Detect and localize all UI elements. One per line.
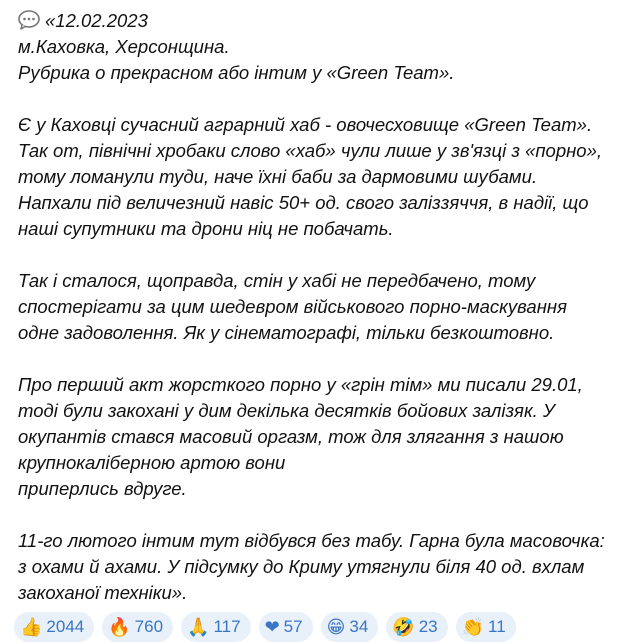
- message-line-text: Напхали під величезний навіс 50+ од. свого заліззяччя, в надії, що: [18, 192, 589, 213]
- message-line: [18, 216, 630, 242]
- grinning-face-icon: 😁: [326, 616, 346, 637]
- message-line-text: Є у Каховці сучасний аграрний хаб - овочесховище «Green Team».: [18, 114, 593, 135]
- reaction-count: 23: [418, 617, 438, 636]
- message-line-text: приперлись вдруге.: [18, 478, 187, 499]
- fire-icon: 🔥: [108, 616, 131, 637]
- praying-hands-icon: 🙏: [187, 616, 210, 637]
- message-line: [18, 450, 630, 476]
- message-line: [18, 112, 630, 138]
- rolling-laughing-icon: 🤣: [392, 616, 415, 637]
- message-line: [18, 294, 630, 320]
- reaction-chip[interactable]: [14, 612, 94, 642]
- reaction-count: 34: [349, 617, 369, 636]
- message-line-text: спостерігати за цим шедевром військового порно-маскування: [18, 296, 567, 317]
- message-line: [18, 138, 630, 164]
- reaction-count: 2044: [46, 617, 85, 636]
- message-line: [18, 60, 630, 86]
- message-line: [18, 8, 630, 34]
- message-line: [18, 554, 630, 580]
- reaction-count: 117: [213, 617, 241, 636]
- clapping-hands-icon: 👏: [461, 616, 485, 637]
- message-line-text: тому ломанули туди, наче їхні баби за дармовими шубами.: [18, 166, 538, 187]
- message-line: [18, 476, 630, 502]
- message-line-text: тоді були закохані у дим декілька десятків бойових залізяк. У: [18, 400, 555, 421]
- message-line-text: окупантів стався масовий оргазм, тож для злягання з нашою: [18, 426, 564, 447]
- message-line: [18, 268, 630, 294]
- message-line-text: Так от, північні хробаки слово «хаб» чули лише у зв'язці з «порно»,: [18, 140, 603, 161]
- reaction-chip[interactable]: [259, 612, 313, 642]
- message-line: [18, 580, 630, 606]
- paragraph-gap: [18, 86, 630, 112]
- message-line-text: «12.02.2023: [45, 10, 148, 31]
- message-line-text: з охами й ахами. У підсумку до Криму утягнули біля 40 од. вхлам: [18, 556, 585, 577]
- heart-icon: ❤: [264, 616, 280, 637]
- message-line-text: закоханої техніки».: [18, 582, 188, 603]
- reaction-count: 57: [283, 617, 303, 636]
- message-line-text: 11-го лютого інтим тут відбувся без табу. Гарна була масовочка:: [18, 530, 605, 551]
- message-line-text: крупнокаліберною артою вони: [18, 452, 286, 473]
- reactions-bar: [14, 612, 516, 642]
- message-line-text: м.Каховка, Херсонщина.: [18, 36, 230, 57]
- message-line: [18, 424, 630, 450]
- reaction-chip[interactable]: [102, 612, 173, 642]
- message-line: [18, 164, 630, 190]
- reaction-chip[interactable]: [321, 612, 379, 642]
- paragraph-gap: [18, 346, 630, 372]
- message-line: [18, 34, 630, 60]
- message-line-text: Про перший акт жорсткого порно у «грін тім» ми писали 29.01,: [18, 374, 583, 395]
- reaction-chip[interactable]: [181, 612, 251, 642]
- message-line: [18, 528, 630, 554]
- message-text: [18, 8, 630, 606]
- message-line-text: Так і сталося, щоправда, стін у хабі не передбачено, тому: [18, 270, 536, 291]
- thumbs-up-icon: 👍: [20, 616, 43, 637]
- reaction-chip[interactable]: [386, 612, 447, 642]
- paragraph-gap: [18, 242, 630, 268]
- speech-bubble-icon: [18, 10, 40, 37]
- reaction-chip[interactable]: [456, 612, 516, 642]
- message-line-text: наші супутники та дрони ніц не побачать.: [18, 218, 394, 239]
- message-line: [18, 398, 630, 424]
- paragraph-gap: [18, 502, 630, 528]
- message-line-text: Рубрика о прекрасном або інтим у «Green Team».: [18, 62, 455, 83]
- message-line-text: одне задоволення. Як у сінематографі, тільки безкоштовно.: [18, 322, 555, 343]
- reaction-count: 760: [134, 617, 164, 636]
- message-line: [18, 372, 630, 398]
- reaction-count: 11: [488, 617, 506, 636]
- message-line: [18, 320, 630, 346]
- message-line: [18, 190, 630, 216]
